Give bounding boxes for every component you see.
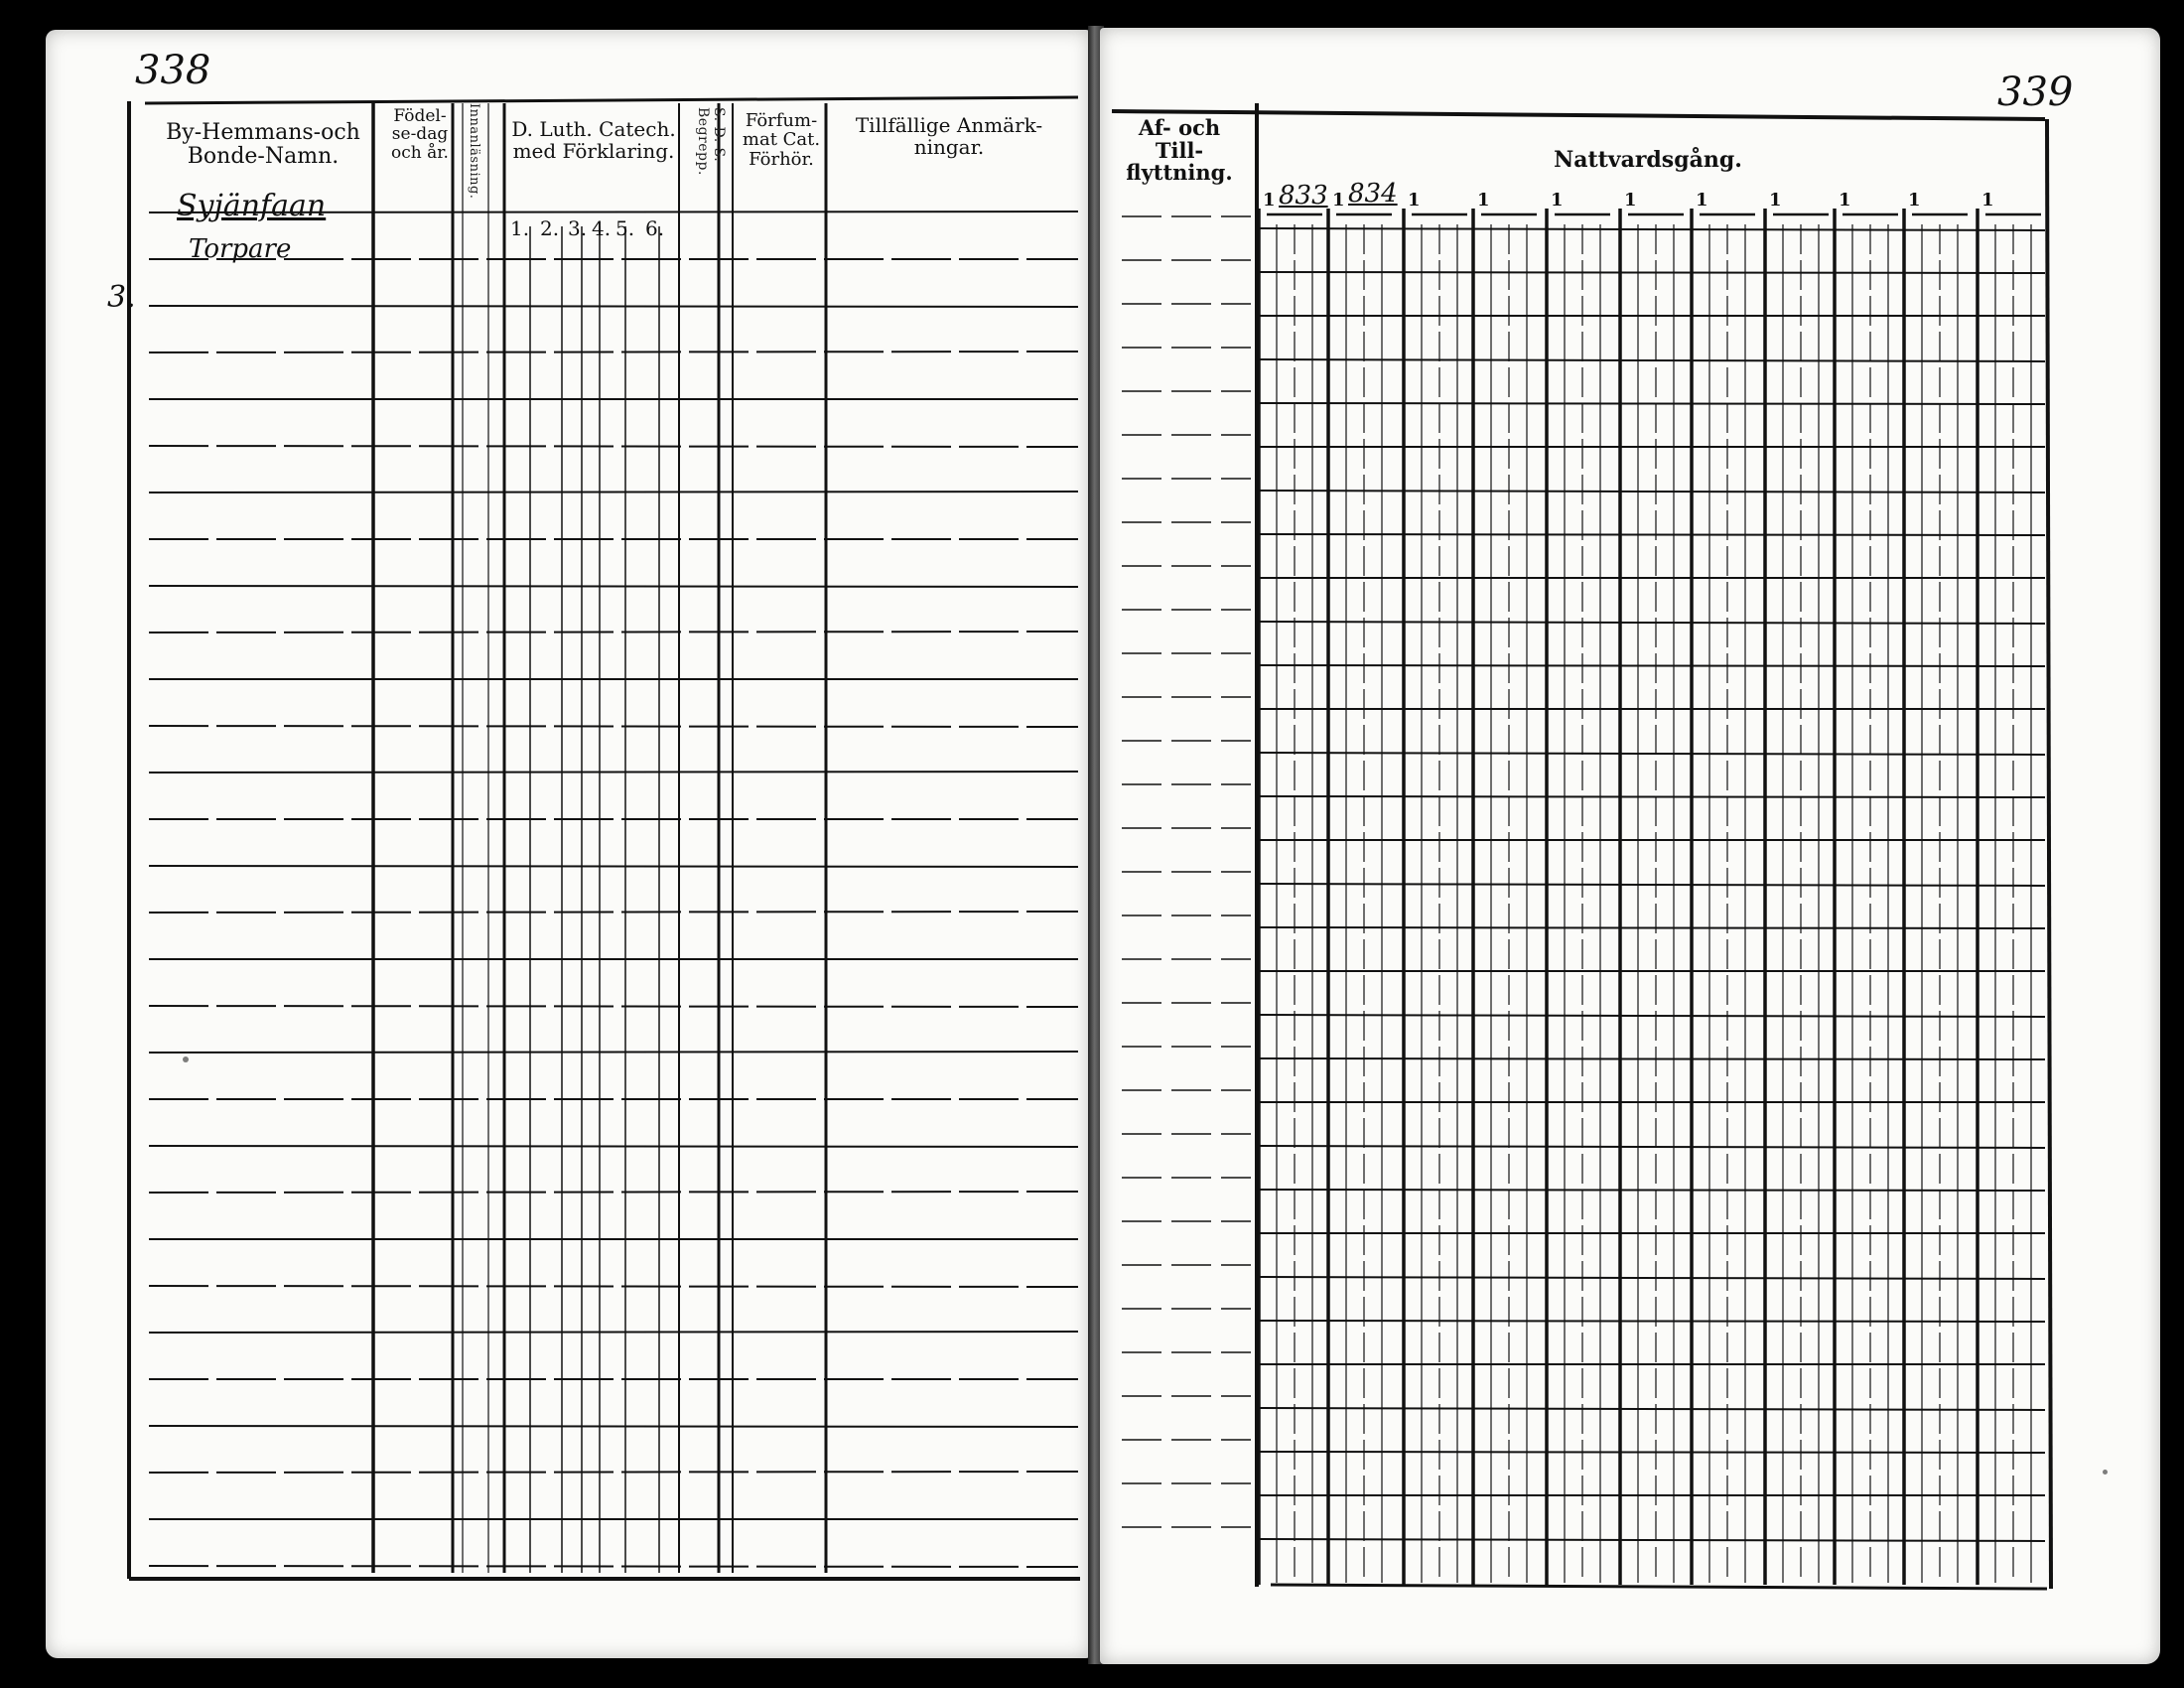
header-catech: D. Luth. Catech. med Förklaring. (511, 117, 676, 163)
entry-row-2-name: Torpare (189, 234, 292, 264)
right-row-rule-31 (1259, 1539, 2045, 1541)
right-row-rule-8 (1259, 534, 2045, 535)
right-bottom-rule (1271, 1585, 2047, 1589)
entry-row-1-name: Syjänfaan (177, 189, 327, 223)
right-row-rule-22 (1259, 1146, 2045, 1148)
left-row-rule-15 (149, 866, 1078, 867)
header-sds: S. D. S. Begrepp. (695, 107, 727, 176)
right-top-rule (1112, 111, 2045, 119)
year-prefix-2: 1 (1332, 190, 1345, 211)
right-row-rule-1 (1259, 228, 2045, 230)
header-reading: Innanläsning. (467, 103, 481, 200)
right-row-rule-23 (1259, 1190, 2045, 1191)
catech-number-5: 5. (615, 216, 635, 240)
right-row-rule-16 (1259, 884, 2045, 886)
left-page-number: 338 (135, 48, 211, 93)
left-row-rule-12 (149, 726, 1078, 727)
year-prefix-6: 1 (1624, 190, 1637, 211)
header-forfum: Förfum- mat Cat. Förhör. (742, 110, 821, 170)
right-row-rule-14 (1259, 796, 2045, 797)
year-prefix-4: 1 (1477, 190, 1490, 211)
right-row-rule-10 (1259, 622, 2045, 624)
margin-mark: 3. (107, 280, 136, 315)
header-birth: Födel- se-dag och år. (391, 106, 449, 163)
year-prefix-1: 1 (1263, 190, 1276, 211)
right-row-rule-29 (1259, 1452, 2045, 1453)
left-row-rule-13 (149, 772, 1078, 773)
left-row-rule-16 (149, 912, 1078, 913)
header-name: By-Hemmans-och Bonde-Namn. (166, 120, 360, 169)
left-row-rule-25 (149, 1332, 1078, 1333)
left-row-rule-28 (149, 1472, 1078, 1473)
header-communion: Nattvardsgång. (1554, 147, 1742, 173)
right-row-rule-19 (1259, 1015, 2045, 1017)
right-row-rule-5 (1259, 403, 2045, 404)
year-entry-2: 834 (1348, 179, 1398, 209)
right-row-rule-7 (1259, 491, 2045, 492)
left-row-rule-10 (149, 632, 1078, 633)
year-prefix-8: 1 (1769, 190, 1782, 211)
header-remarks: Tillfällige Anmärk- ningar. (855, 113, 1043, 159)
catech-number-1: 1. (510, 216, 530, 240)
left-row-rule-24 (149, 1286, 1078, 1287)
left-row-rule-30 (149, 1566, 1078, 1567)
catech-number-4: 4. (592, 216, 612, 240)
right-row-rule-11 (1259, 665, 2045, 666)
catech-number-2: 2. (540, 216, 560, 240)
left-top-rule (145, 97, 1078, 103)
left-row-rule-6 (149, 446, 1078, 447)
right-row-rule-28 (1259, 1408, 2045, 1410)
right-row-rule-20 (1259, 1058, 2045, 1059)
left-row-rule-21 (149, 1146, 1078, 1147)
left-row-rule-18 (149, 1006, 1078, 1007)
right-page-number: 339 (1997, 70, 2074, 115)
right-row-rule-26 (1259, 1321, 2045, 1322)
right-outer-border (2047, 119, 2051, 1589)
left-row-rule-9 (149, 586, 1078, 587)
year-prefix-10: 1 (1908, 190, 1921, 211)
catech-number-3: 3. (568, 216, 588, 240)
year-prefix-7: 1 (1696, 190, 1708, 211)
year-entry-1: 833 (1279, 181, 1328, 211)
left-row-rule-22 (149, 1192, 1078, 1193)
ink-spot (183, 1056, 189, 1062)
year-prefix-11: 1 (1981, 190, 1994, 211)
ink-spot-2 (2103, 1470, 2108, 1475)
year-prefix-5: 1 (1551, 190, 1564, 211)
right-row-rule-2 (1259, 272, 2045, 273)
right-row-rule-17 (1259, 927, 2045, 928)
left-row-rule-19 (149, 1052, 1078, 1053)
right-row-rule-25 (1259, 1277, 2045, 1279)
left-row-rule-27 (149, 1426, 1078, 1427)
catech-number-6: 6. (645, 216, 665, 240)
right-row-rule-13 (1259, 753, 2045, 755)
left-row-rule-3 (149, 306, 1078, 307)
year-prefix-3: 1 (1408, 190, 1421, 211)
year-prefix-9: 1 (1839, 190, 1851, 211)
right-row-rule-4 (1259, 359, 2045, 361)
header-moving: Af- och Till- flyttning. (1126, 115, 1233, 186)
